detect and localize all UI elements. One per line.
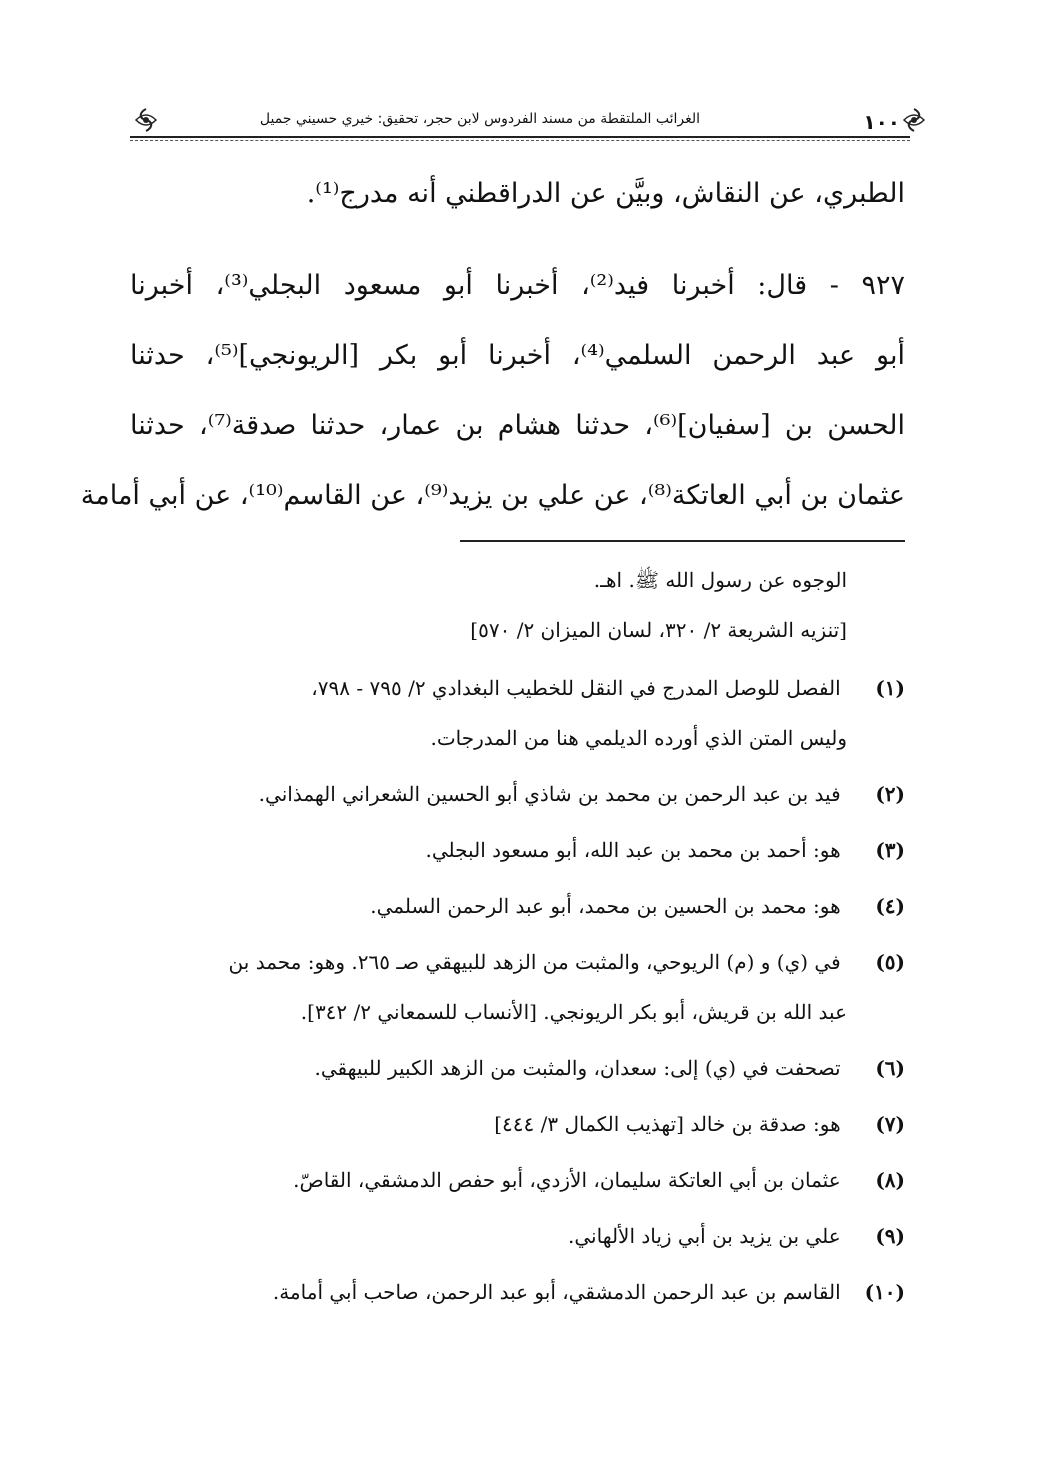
text-line: عثمان بن أبي العاتكة⁽⁸⁾، عن علي بن يزيد⁽⁹⁾، عن القاسم⁽¹⁰⁾، عن أبي أمامة xyxy=(80,480,905,511)
footnote-item xyxy=(130,1112,905,1136)
footnote-item xyxy=(130,950,905,974)
footnote-number: (٢) xyxy=(875,782,905,806)
text-line: الطبري، عن النقاش، وبيَّن عن الدراقطني أنه مدرج⁽¹⁾. xyxy=(306,178,905,209)
footnote-number: (٣) xyxy=(875,838,905,862)
footnote-number: (٧) xyxy=(875,1112,905,1136)
text-line: أبو عبد الرحمن السلمي⁽⁴⁾، أخبرنا أبو بكر [الريونجي]⁽⁵⁾، حدثنا xyxy=(130,340,905,371)
main-text xyxy=(80,150,906,530)
footnote-continuation: عبد الله بن قريش، أبو بكر الريونجي. [الأنساب للسمعاني ٢/ ٣٤٢]. xyxy=(300,1000,847,1024)
footnote-number: (٥) xyxy=(875,950,905,974)
footnote-item xyxy=(130,1224,905,1248)
header-ornament-icon xyxy=(132,106,160,134)
footnote-text: علي بن يزيد بن أبي زياد الألهاني. xyxy=(568,1224,841,1248)
footnote-item xyxy=(130,1280,905,1304)
header-row xyxy=(130,102,910,132)
header-ornament-icon xyxy=(900,106,928,134)
footnote-text: عثمان بن أبي العاتكة سليمان، الأزدي، أبو حفص الدمشقي، القاصّ. xyxy=(293,1168,841,1192)
header-rule xyxy=(130,136,910,138)
footnote-separator xyxy=(460,540,905,542)
footnote-text: تصحفت في (ي) إلى: سعدان، والمثبت من الزهد الكبير للبيهقي. xyxy=(314,1056,841,1080)
footnote-number: (١) xyxy=(875,676,905,700)
footnote-item xyxy=(130,1056,905,1080)
footnote-text: القاسم بن عبد الرحمن الدمشقي، أبو عبد الرحمن، صاحب أبي أمامة. xyxy=(272,1280,841,1304)
footnote-number: (٨) xyxy=(875,1168,905,1192)
footnote-carryover-line: [تنزيه الشريعة ٢/ ٣٢٠، لسان الميزان ٢/ ٥٧٠] xyxy=(470,618,847,642)
footnote-carryover-line: الوجوه عن رسول الله ﷺ. اهـ. xyxy=(593,568,847,592)
footnote-number: (١٠) xyxy=(864,1280,905,1304)
page-header xyxy=(130,98,910,148)
footnote-continuation: وليس المتن الذي أورده الديلمي هنا من المدرجات. xyxy=(430,726,847,750)
footnote-text: الفصل للوصل المدرج في النقل للخطيب البغدادي ٢/ ٧٩٥ - ٧٩٨، xyxy=(311,676,841,700)
footnote-item xyxy=(130,1168,905,1192)
footnote-text: هو: أحمد بن محمد بن عبد الله، أبو مسعود البجلي. xyxy=(425,838,841,862)
footnote-text: هو: محمد بن الحسين بن محمد، أبو عبد الرحمن السلمي. xyxy=(370,894,841,918)
footnote-item xyxy=(130,838,905,862)
footnote-text: في (ي) و (م) الريوحي، والمثبت من الزهد للبيهقي صـ ٢٦٥. وهو: محمد بن xyxy=(228,950,841,974)
page-number: ١٠٠ xyxy=(863,110,900,134)
footnote-text: فيد بن عبد الرحمن بن محمد بن شاذي أبو الحسين الشعراني الهمذاني. xyxy=(258,782,841,806)
footnote-number: (٩) xyxy=(875,1224,905,1248)
text-line: الحسن بن [سفيان]⁽⁶⁾، حدثنا هشام بن عمار، حدثنا صدقة⁽⁷⁾، حدثنا xyxy=(130,410,905,441)
running-title: الغرائب الملتقطة من مسند الفردوس لابن حجر، تحقيق: خيري حسيني جميل xyxy=(259,111,700,127)
footnote-item xyxy=(130,894,905,918)
footnote-text: هو: صدقة بن خالد [تهذيب الكمال ٣/ ٤٤٤] xyxy=(494,1112,841,1136)
footnote-item xyxy=(130,782,905,806)
footnote-number: (٤) xyxy=(875,894,905,918)
footnote-item xyxy=(130,676,905,700)
header-rule-dashed xyxy=(130,140,910,141)
footnotes xyxy=(130,560,905,1340)
footnote-number: (٦) xyxy=(875,1056,905,1080)
text-line: ٩٢٧ - قال: أخبرنا فيد⁽²⁾، أخبرنا أبو مسعود البجلي⁽³⁾، أخبرنا xyxy=(130,270,906,301)
